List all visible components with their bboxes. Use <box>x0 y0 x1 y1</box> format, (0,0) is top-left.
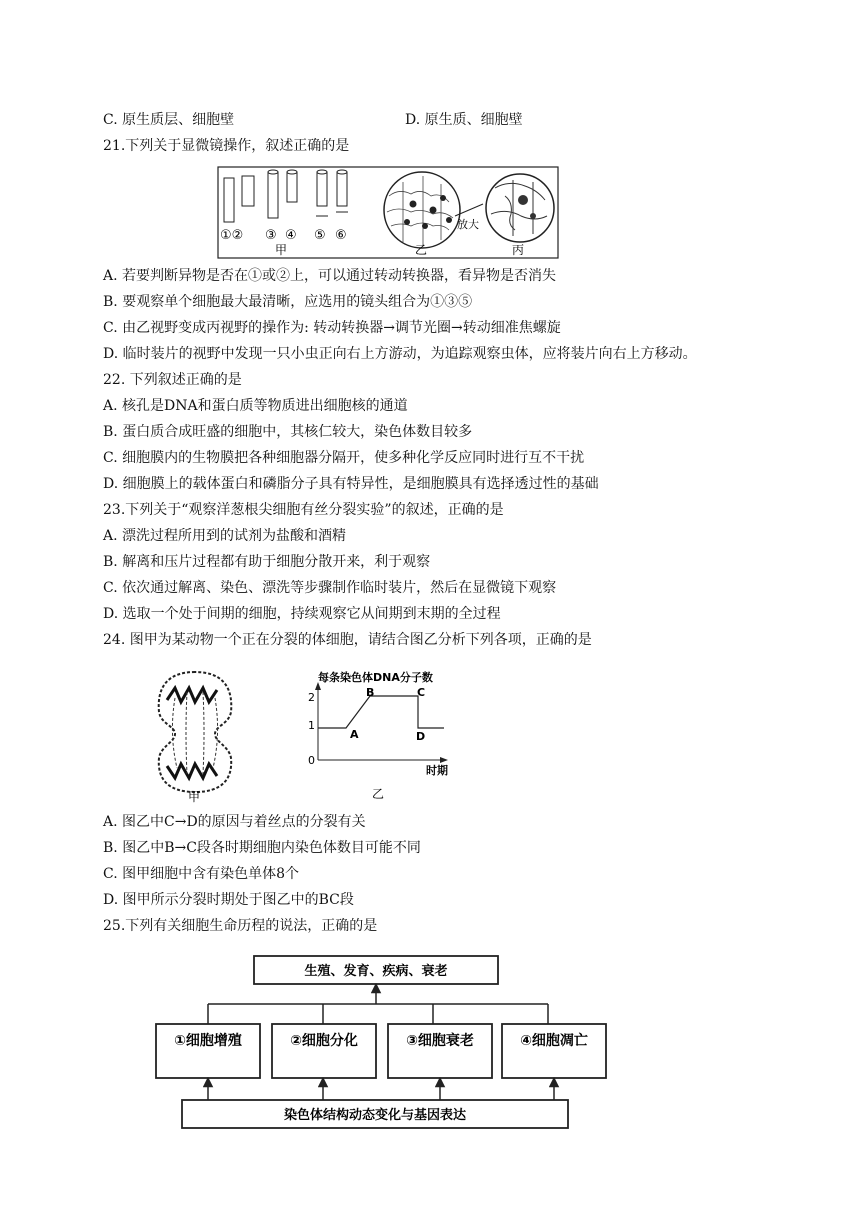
lens-3 <box>268 172 278 218</box>
q21-option-d: D. 临时装片的视野中发现一只小虫正向右上方游动，为追踪观察虫体，应将装片向右上方移动。 <box>103 346 697 362</box>
view-yi <box>384 172 460 248</box>
box-senescence-label: ③细胞衰老 <box>406 1033 474 1049</box>
q24-option-c: C. 图甲细胞中含有染色单体8个 <box>103 866 300 882</box>
point-label-c: C <box>417 686 426 699</box>
q25-flow-diagram <box>150 952 620 1136</box>
point-label-b: B <box>366 686 375 699</box>
label-yi: 乙 <box>372 787 385 801</box>
lens-label-5: ⑤ <box>314 228 326 243</box>
q21-microscope-figure <box>217 166 559 259</box>
label-enlarge: 放大 <box>457 218 479 231</box>
q23-option-a: A. 漂洗过程所用到的试剂为盐酸和酒精 <box>103 528 347 544</box>
box-proliferation-label: ①细胞增殖 <box>174 1033 242 1049</box>
lens-label-12: ①② <box>220 228 244 243</box>
box-apoptosis-label: ④细胞凋亡 <box>520 1033 588 1049</box>
q23-option-d: D. 选取一个处于间期的细胞，持续观察它从间期到末期的全过程 <box>103 606 501 622</box>
label-yi: 乙 <box>415 243 428 257</box>
q24-chart-figure <box>298 668 450 803</box>
top-box-label: 生殖、发育、疾病、衰老 <box>304 964 448 979</box>
lens-4 <box>287 172 297 202</box>
label-bing: 丙 <box>512 243 525 257</box>
q22-option-b: B. 蛋白质合成旺盛的细胞中，其核仁较大，染色体数目较多 <box>103 424 473 440</box>
bottom-box-label: 染色体结构动态变化与基因表达 <box>283 1108 467 1123</box>
lens-label-6: ⑥ <box>335 228 347 243</box>
q24-option-d: D. 图甲所示分裂时期处于图乙中的BC段 <box>103 892 354 908</box>
q22-option-d: D. 细胞膜上的载体蛋白和磷脂分子具有特异性，是细胞膜具有选择透过性的基础 <box>103 476 599 492</box>
q20-option-d: D. 原生质、细胞壁 <box>405 112 523 128</box>
q21-option-a: A. 若要判断异物是否在①或②上，可以通过转动转换器，看异物是否消失 <box>103 268 557 284</box>
q24-cell-figure <box>155 668 235 803</box>
box-differentiation-label: ②细胞分化 <box>290 1033 358 1049</box>
ytick-2: 2 <box>308 691 315 704</box>
point-label-a: A <box>350 728 359 741</box>
q22-option-c: C. 细胞膜内的生物膜把各种细胞器分隔开，使多种化学反应同时进行互不干扰 <box>103 450 585 466</box>
series-line <box>318 696 444 728</box>
ytick-0: 0 <box>308 754 315 767</box>
point-label-d: D <box>416 730 426 743</box>
label-jia: 甲 <box>275 243 288 257</box>
q22-stem: 22. 下列叙述正确的是 <box>103 372 242 388</box>
lens-label-3: ③ <box>265 228 277 243</box>
q23-option-c: C. 依次通过解离、染色、漂洗等步骤制作临时装片，然后在显微镜下观察 <box>103 580 557 596</box>
chart-xlabel: 时期 <box>426 764 448 777</box>
chart-ylabel: 每条染色体DNA分子数 <box>318 671 433 684</box>
q23-stem: 23.下列关于“观察洋葱根尖细胞有丝分裂实验”的叙述，正确的是 <box>103 502 504 518</box>
ytick-1: 1 <box>308 719 315 732</box>
q24-option-b: B. 图乙中B→C段各时期细胞内染色体数目可能不同 <box>103 840 421 856</box>
q25-stem: 25.下列有关细胞生命历程的说法，正确的是 <box>103 918 378 934</box>
q21-stem: 21.下列关于显微镜操作，叙述正确的是 <box>103 138 350 154</box>
lens-1 <box>224 178 234 222</box>
lens-6 <box>337 172 347 206</box>
label-jia: 甲 <box>188 790 201 803</box>
q24-stem: 24. 图甲为某动物一个正在分裂的体细胞，请结合图乙分析下列各项，正确的是 <box>103 632 592 648</box>
q21-option-b: B. 要观察单个细胞最大最清晰，应选用的镜头组合为①③⑤ <box>103 294 473 310</box>
q20-option-c: C. 原生质层、细胞壁 <box>103 112 235 128</box>
lens-2 <box>242 176 254 206</box>
q23-option-b: B. 解离和压片过程都有助于细胞分散开来，利于观察 <box>103 554 431 570</box>
q21-option-c: C. 由乙视野变成丙视野的操作为: 转动转换器→调节光圈→转动细准焦螺旋 <box>103 320 561 336</box>
lens-5 <box>317 172 327 206</box>
lens-label-4: ④ <box>285 228 297 243</box>
q22-option-a: A. 核孔是DNA和蛋白质等物质进出细胞核的通道 <box>103 398 408 414</box>
q24-option-a: A. 图乙中C→D的原因与着丝点的分裂有关 <box>103 814 366 830</box>
